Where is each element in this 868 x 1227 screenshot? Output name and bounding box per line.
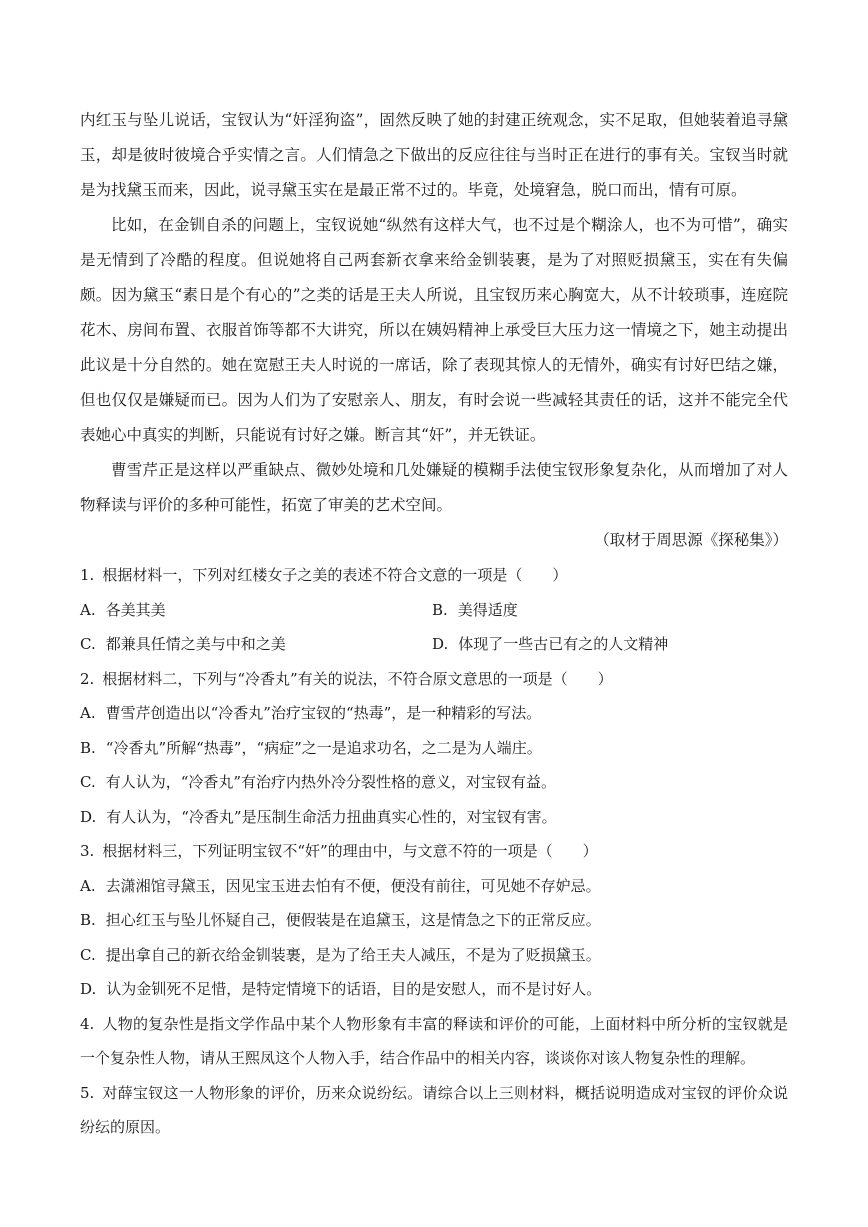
option-c[interactable] <box>80 627 432 662</box>
question-stem: 人物的复杂性是指文学作品中某个人物形象有丰富的释读和评价的可能，上面材料中所分析的宝钗就是一个复杂性人物，请从王熙凤这个人物入手，结合作品中的相关内容，谈谈你对该人物复杂性的理解。 <box>80 1014 788 1067</box>
question-stem: 根据材料二，下列与“冷香丸”有关的说法，不符合原文意思的一项是（ ） <box>102 669 613 688</box>
question-stem: 根据材料三，下列证明宝钗不“奸”的理由中，与文意不符的一项是（ ） <box>102 842 598 860</box>
option-b[interactable] <box>80 731 788 766</box>
question-number: 4. <box>80 1014 95 1033</box>
option-a[interactable] <box>80 869 788 904</box>
option-letter: A. <box>80 600 96 619</box>
option-text: 美得适度 <box>457 600 518 619</box>
option-text: 去潇湘馆寻黛玉，因见宝玉进去怕有不便，便没有前往，可见她不存妒忌。 <box>105 876 601 895</box>
question-3 <box>80 834 788 869</box>
option-text: 认为金钏死不足惜，是特定情境下的话语，目的是安慰人，而不是讨好人。 <box>106 980 602 998</box>
reading-passage <box>80 0 788 558</box>
question-2 <box>80 662 788 697</box>
option-text: 提出拿自己的新衣给金钏装裹，是为了给王夫人减压，不是为了贬损黛玉。 <box>105 945 601 964</box>
question-number: 5. <box>80 1083 95 1102</box>
option-a[interactable] <box>80 696 788 731</box>
option-d[interactable] <box>432 627 784 662</box>
option-b[interactable] <box>432 593 784 628</box>
option-letter: B. <box>432 600 448 619</box>
options-row <box>80 593 788 628</box>
passage-paragraph-3: 曹雪芹正是这样以严重缺点、微妙处境和几处嫌疑的模糊手法使宝钗形象复杂化，从而增加了对人物释读与评价的多种可能性，拓宽了审美的艺术空间。 <box>80 461 788 514</box>
option-text: “冷香丸”所解“热毒”，“病症”之一是追求功名，之二是为人端庄。 <box>105 738 542 757</box>
passage-paragraph-1: 内红玉与坠儿说话，宝钗认为“奸淫狗盗”，固然反映了她的封建正统观念，实不足取，但她装着追寻黛玉，却是彼时彼境合乎实情之言。人们情急之下做出的反应往往与当时正在进行的事有关。宝钗当时就是为找黛玉而来，因此，说寻黛玉实在是最正常不过的。毕竟，处境窘急，脱口而出，情有可原。 <box>80 111 788 199</box>
option-c[interactable] <box>80 765 788 800</box>
option-letter: C. <box>80 945 96 964</box>
option-letter: B. <box>80 911 96 929</box>
option-a[interactable] <box>80 593 432 628</box>
question-stem: 对薛宝钗这一人物形象的评价，历来众说纷纭。请综合以上三则材料，概括说明造成对宝钗的评价众说纷纭的原因。 <box>80 1083 788 1136</box>
option-letter: D. <box>432 635 449 653</box>
question-number: 2. <box>80 669 95 688</box>
question-stem: 根据材料一，下列对红楼女子之美的表述不符合文意的一项是（ ） <box>102 566 568 584</box>
question-4 <box>80 1007 788 1076</box>
option-letter: B. <box>80 738 96 757</box>
option-letter: C. <box>80 773 96 791</box>
option-b[interactable] <box>80 903 788 938</box>
option-letter: D. <box>80 807 97 826</box>
option-c[interactable] <box>80 938 788 973</box>
option-text: 曹雪芹创造出以“冷香丸”治疗宝钗的“热毒”，是一种精彩的写法。 <box>105 704 542 722</box>
option-letter: A. <box>80 876 96 895</box>
passage-paragraph-2: 比如，在金钏自杀的问题上，宝钗说她“纵然有这样大气，也不过是个糊涂人，也不为可惜”，确实是无情到了冷酷的程度。但说她将自己两套新衣拿来给金钏装裹，是为了对照贬损黛玉，实在有失偏颇。因为黛玉“素日是个有心的”之类的话是王夫人所说，且宝钗历来心胸宽大，从不计较琐事，连庭院花木、房间布置、衣服首饰等都不大讲究，所以在姨妈精神上承受巨大压力这一情境之下，她主动提出此议是十分自然的。她在宽慰王夫人时说的一席话，除了表现其惊人的无情外，确实有讨好巴结之嫌，但也仅仅是嫌疑而已。因为人们为了安慰亲人、朋友，有时会说一些减轻其责任的话，这并不能完全代表她心中真实的判断，只能说有讨好之嫌。断言其“奸”，并无铁证。 <box>80 216 788 444</box>
question-5 <box>80 1076 788 1145</box>
option-d[interactable] <box>80 972 788 1007</box>
option-text: 体现了一些古已有之的人文精神 <box>458 635 669 653</box>
option-letter: C. <box>80 635 96 653</box>
option-text: 有人认为，“冷香丸”是压制生命活力扭曲真实心性的，对宝钗有害。 <box>106 807 557 826</box>
option-text: 有人认为，“冷香丸”有治疗内热外冷分裂性格的意义，对宝钗有益。 <box>105 773 557 791</box>
question-number: 3. <box>80 842 95 860</box>
option-text: 都兼具任情之美与中和之美 <box>105 635 286 653</box>
passage-source: （取材于周思源《探秘集》） <box>594 531 788 549</box>
question-number: 1. <box>80 566 95 584</box>
option-text: 担心红玉与坠儿怀疑自己，便假装是在追黛玉，这是情急之下的正常反应。 <box>105 911 601 929</box>
option-text: 各美其美 <box>105 600 166 619</box>
options-row <box>80 627 788 662</box>
option-letter: A. <box>80 704 96 722</box>
option-letter: D. <box>80 980 97 998</box>
question-list <box>80 558 788 1145</box>
question-1 <box>80 558 788 593</box>
option-d[interactable] <box>80 800 788 835</box>
